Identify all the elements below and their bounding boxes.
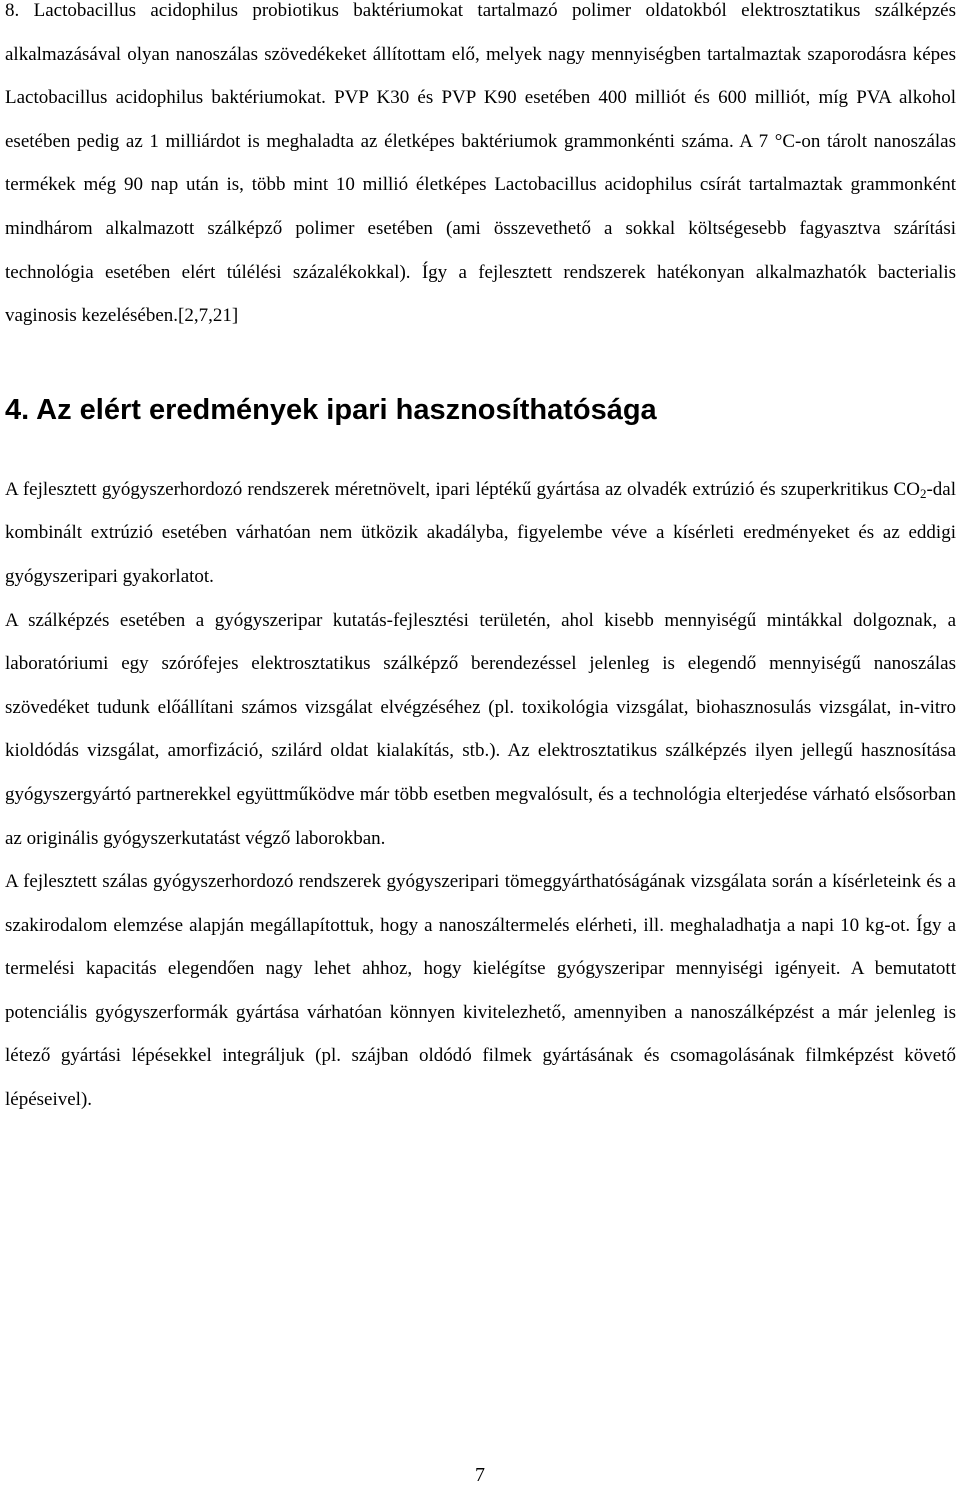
paragraph-mass-production: A fejlesztett szálas gyógyszerhordozó rendszerek gyógyszeripari tömeggyárthatóságának vizsgálata során a kísérleteink és a szakirodalom elemzése alapján megállapítottuk, hogy a nanoszáltermelés elérheti, ill. meghaladhatja a napi 10 kg-ot. Így a termelési kapacitás elegendően nagy lehet ahhoz, hogy kielégítse gyógyszeripar mennyiségi igényeit. A bemutatott potenciális gyógyszerformák gyártása várhatóan könnyen kivitelezhető, amennyiben a nanoszálképzést a már jelenleg is létező gyártási lépésekkel integráljuk (pl. szájban oldódó filmek gyártásának és csomagolásának filmképzést követő lépéseivel). bbox=[5, 871, 956, 1111]
list-item-text: Lactobacillus acidophilus probiotikus baktériumokat tartalmazó polimer oldatokból elektrosztatikus szálképzés alkalmazásával olyan nanoszálas szövedékeket állítottam elő, melyek nagy mennyiségben tartalmaztak szaporodásra képes Lactobacillus acidophilus baktériumokat. PVP K30 és PVP K90 esetében 400 milliót és 600 milliót, míg PVA alkohol esetében pedig az 1 milliárdot is meghaladta az életképes baktériumok grammonkénti száma. A 7 °C-on tárolt nanoszálas termékek még 90 nap után is, több mint 10 millió életképes Lactobacillus acidophilus csírát tartalmaztak grammonként mindhárom alkalmazott szálképző polimer esetében (ami összevethető a sokkal költségesebb fagyasztva szárítási technológia esetében elért túlélési százalékokkal). Így a fejlesztett rendszerek hatékonyan alkalmazhatók bacterialis vaginosis kezelésében.[2,7,21] bbox=[5, 0, 956, 327]
page-number: 7 bbox=[475, 1464, 485, 1486]
paragraph-text-part-1: A fejlesztett gyógyszerhordozó rendszerek méretnövelt, ipari léptékű gyártása az olvadék extrúzió és szuperkritikus CO bbox=[5, 478, 920, 500]
paragraph-industrial-scale bbox=[5, 468, 956, 599]
list-item-8 bbox=[5, 0, 956, 338]
paragraph-fiber-spinning: A szálképzés esetében a gyógyszeripar kutatás-fejlesztési területén, ahol kisebb mennyiségű mintákkal dolgoznak, a laboratóriumi egy szórófejes elektrosztatikus szálképző berendezéssel jelenleg is elegendő mennyiségű nanoszálas szövedéket tudunk előállítani számos vizsgálat elvégzéséhez (pl. toxikológia vizsgálat, biohasznosulás vizsgálat, in-vitro kioldódás vizsgálat, amorfizáció, szilárd oldat kialakítás, stb.). Az elektrosztatikus szálképzés ilyen jellegű hasznosítása gyógyszergyártó partnerekkel együttműködve már több esetben megvalósult, és a technológia elterjedése várható elsősorban az originális gyógyszerkutatást végző laborokban. bbox=[5, 609, 956, 849]
subscript-two: 2 bbox=[919, 485, 927, 501]
paragraph-text-part-2: -dal kombinált extrúzió esetében várhatóan nem ütközik akadályba, figyelembe véve a kísérleti eredményeket és az eddigi gyógyszeripari gyakorlatot. bbox=[5, 478, 956, 587]
document-page bbox=[5, 0, 956, 1122]
list-item-number: 8. bbox=[5, 0, 20, 21]
section-heading: 4. Az elért eredmények ipari hasznosíthatósága bbox=[5, 393, 657, 426]
